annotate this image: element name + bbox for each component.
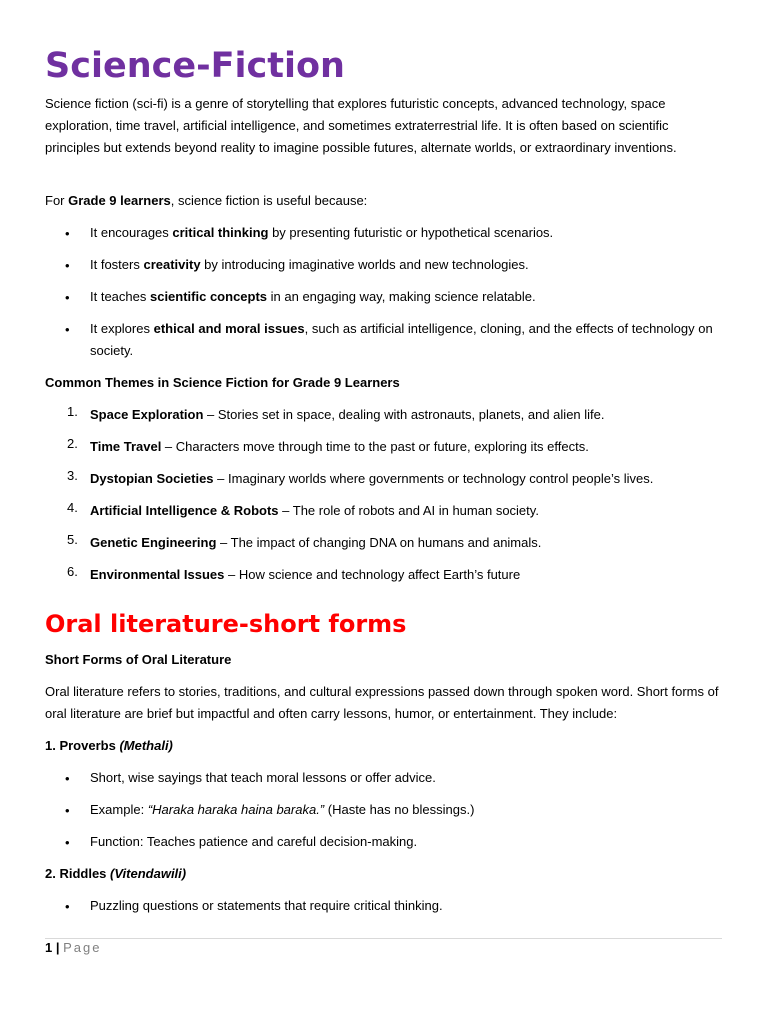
themes-heading: Common Themes in Science Fiction for Grade 9 Learners <box>45 375 400 390</box>
theme-item: Artificial Intelligence & Robots – The role of robots and AI in human society. <box>90 503 539 518</box>
short-forms-heading: Short Forms of Oral Literature <box>45 652 232 667</box>
theme-item: Time Travel – Characters move through time to the past or future, exploring its effects. <box>90 439 589 454</box>
list-item: It fosters creativity by introducing imaginative worlds and new technologies. <box>90 257 529 272</box>
theme-item: Dystopian Societies – Imaginary worlds where governments or technology control people’s lives. <box>90 471 654 486</box>
page-number: 1 <box>45 940 53 955</box>
for-bold: Grade 9 learners <box>68 193 171 208</box>
theme-item: Environmental Issues – How science and technology affect Earth’s future <box>90 567 521 582</box>
theme-number: 3. <box>67 468 78 483</box>
bullet-icon: • <box>65 835 70 850</box>
theme-number: 1. <box>67 404 78 419</box>
intro-paragraph: Science fiction (sci-fi) is a genre of storytelling that explores futuristic concepts, advanced technology, space exploration, time travel, artificial intelligence, and sometimes extraterrestrial life. It is often based on scientific principles but extends beyond reality to imagine possible futures, alternate worlds, or extraordinary inventions. <box>45 96 677 155</box>
riddles-heading: 2. Riddles (Vitendawili) <box>45 866 187 881</box>
oral-intro-paragraph: Oral literature refers to stories, traditions, and cultural expressions passed down through spoken word. Short forms of oral literature are brief but impactful and often carry lessons, humor, or entertainment. They include: <box>45 684 719 721</box>
theme-item: Genetic Engineering – The impact of changing DNA on humans and animals. <box>90 535 542 550</box>
page-footer <box>45 940 101 955</box>
for-learners-line <box>45 190 723 212</box>
section-title-science-fiction: Science-Fiction <box>45 46 345 86</box>
riddle-item: Puzzling questions or statements that require critical thinking. <box>90 898 443 913</box>
theme-number: 2. <box>67 436 78 451</box>
bullet-icon: • <box>65 899 70 914</box>
theme-number: 5. <box>67 532 78 547</box>
theme-number: 4. <box>67 500 78 515</box>
for-post: , science fiction is useful because: <box>170 193 368 208</box>
list-item: It teaches scientific concepts in an engaging way, making science relatable. <box>90 289 536 304</box>
page-label: Page <box>63 940 102 955</box>
proverb-example: Example: “Haraka haraka haina baraka.” (Haste has no blessings.) <box>90 802 475 817</box>
theme-item: Space Exploration – Stories set in space, dealing with astronauts, planets, and alien life. <box>90 407 605 422</box>
list-item: It explores ethical and moral issues, such as artificial intelligence, cloning, and the effects of technology on society. <box>90 321 713 358</box>
footer-separator: | <box>52 940 64 955</box>
footer-divider <box>45 938 722 939</box>
bullet-1-icon: • <box>65 226 70 241</box>
theme-number: 6. <box>67 564 78 579</box>
bullet-icon: • <box>65 771 70 786</box>
bullet-2-icon: • <box>65 258 70 273</box>
bullet-4-icon: • <box>65 322 70 337</box>
section-title-oral-literature: Oral literature-short forms <box>45 610 407 638</box>
bullet-3-icon: • <box>65 290 70 305</box>
proverbs-heading: 1. Proverbs (Methali) <box>45 738 173 753</box>
list-item: It encourages critical thinking by presenting futuristic or hypothetical scenarios. <box>90 225 554 240</box>
for-pre: For <box>45 193 69 208</box>
proverb-function: Function: Teaches patience and careful decision-making. <box>90 834 418 849</box>
bullet-icon: • <box>65 803 70 818</box>
proverb-item: Short, wise sayings that teach moral lessons or offer advice. <box>90 770 436 785</box>
